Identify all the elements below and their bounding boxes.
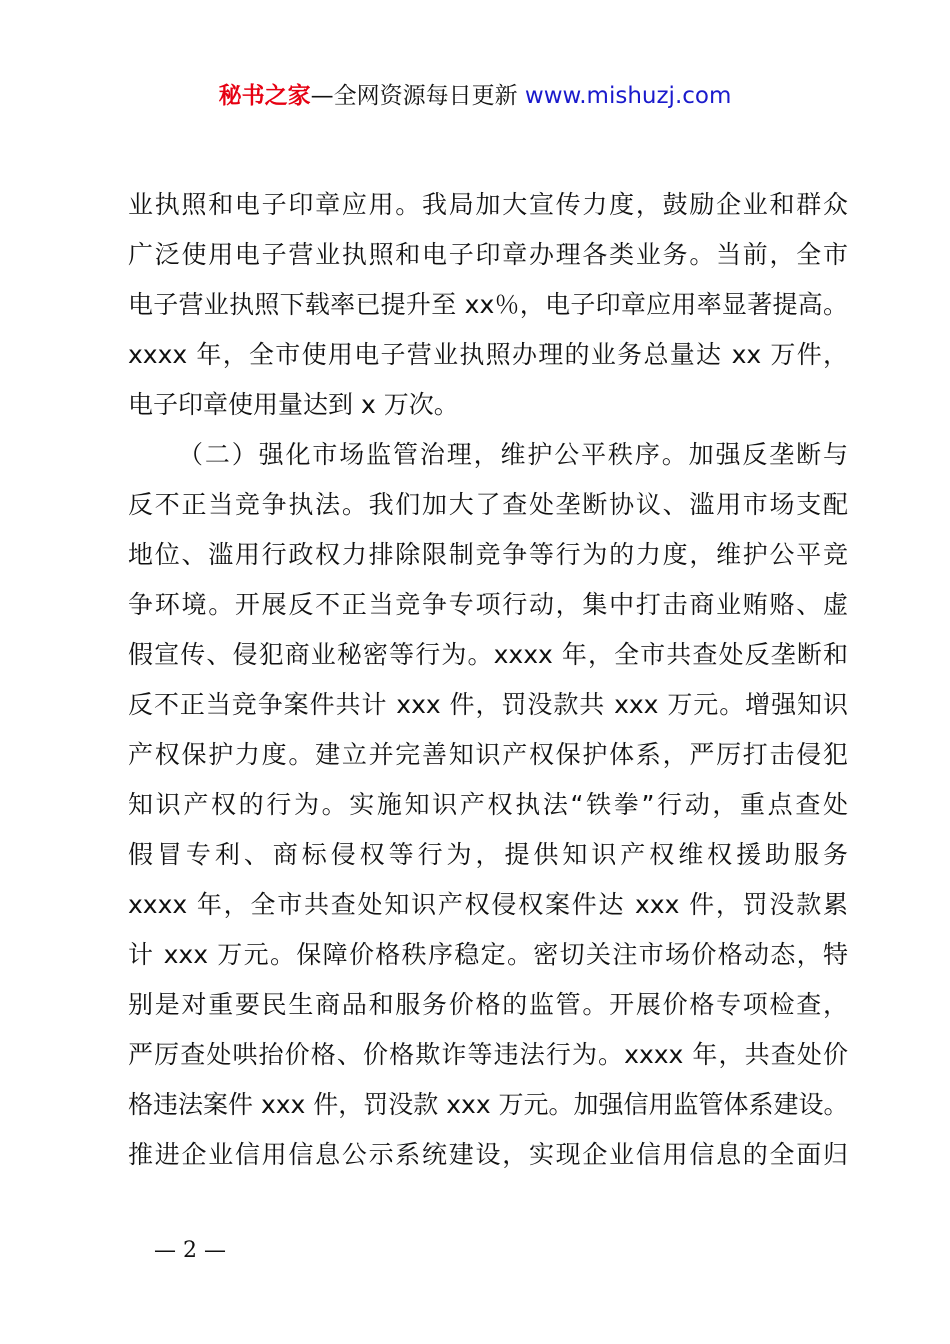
body-line: 地位、滥用行政权力排除限制竞争等行为的力度，维护公平竞 — [128, 540, 848, 569]
site-url-link[interactable]: www.mishuzj.com — [517, 83, 732, 109]
body-line: 推进企业信用信息公示系统建设，实现企业信用信息的全面归 — [128, 1140, 848, 1169]
body-line: 格违法案件 xxx 件，罚没款 xxx 万元。加强信用监管体系建设。 — [128, 1090, 849, 1119]
site-brand: 秘书之家 — [218, 83, 311, 109]
body-line: 业执照和电子印章应用。我局加大宣传力度，鼓励企业和群众 — [128, 190, 848, 219]
page-number: — 2 — — [154, 1238, 226, 1263]
body-line: xxxx 年，全市共查处知识产权侵权案件达 xxx 件，罚没款累 — [128, 890, 848, 919]
body-line: 假冒专利、商标侵权等行为，提供知识产权维权援助服务 — [128, 840, 848, 869]
site-header — [0, 78, 950, 114]
body-line: 电子印章使用量达到 x 万次。 — [128, 390, 459, 419]
section-heading-line: （二）强化市场监管治理，维护公平秩序。加强反垄断与 — [178, 440, 848, 469]
body-line: 争环境。开展反不正当竞争专项行动，集中打击商业贿赂、虚 — [128, 590, 848, 619]
body-line: 产权保护力度。建立并完善知识产权保护体系，严厉打击侵犯 — [128, 740, 848, 769]
body-line: 知识产权的行为。实施知识产权执法“铁拳”行动，重点查处 — [128, 790, 848, 819]
body-line: 别是对重要民生商品和服务价格的监管。开展价格专项检查， — [128, 990, 848, 1019]
body-line: 反不正当竞争执法。我们加大了查处垄断协议、滥用市场支配 — [128, 490, 848, 519]
body-line: 广泛使用电子营业执照和电子印章办理各类业务。当前，全市 — [128, 240, 848, 269]
body-line: 电子营业执照下载率已提升至 xx％，电子印章应用率显著提高。 — [128, 290, 848, 319]
body-line: 反不正当竞争案件共计 xxx 件，罚没款共 xxx 万元。增强知识 — [128, 690, 848, 719]
body-line: 计 xxx 万元。保障价格秩序稳定。密切关注市场价格动态，特 — [128, 940, 848, 969]
document-body — [128, 180, 848, 1180]
site-tagline: —全网资源每日更新 — [310, 83, 518, 109]
body-line: 严厉查处哄抬价格、价格欺诈等违法行为。xxxx 年，共查处价 — [128, 1040, 848, 1069]
body-line: 假宣传、侵犯商业秘密等行为。xxxx 年，全市共查处反垄断和 — [128, 640, 848, 669]
body-line: xxxx 年，全市使用电子营业执照办理的业务总量达 xx 万件， — [128, 340, 848, 369]
